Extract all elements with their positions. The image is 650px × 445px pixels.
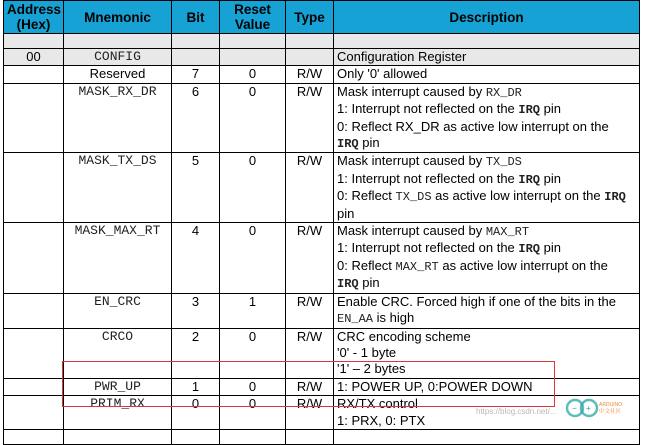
desc-text: 1: Interrupt not reflected on the bbox=[337, 240, 519, 256]
desc-code: IRQ bbox=[337, 137, 359, 152]
reset-cell: 0 bbox=[220, 328, 286, 378]
desc-text: 1: PRX, 0: PTX bbox=[337, 412, 426, 428]
desc-text: RX/TX control bbox=[337, 396, 418, 412]
desc-text: 0: Reflect bbox=[337, 188, 396, 204]
description-cell bbox=[334, 83, 640, 153]
description-cell: Only '0' allowed bbox=[334, 66, 640, 83]
reset-cell: 0 bbox=[220, 153, 286, 223]
mnemonic-cell: PWR_UP bbox=[64, 378, 172, 395]
bit-cell: 0 bbox=[172, 396, 220, 430]
desc-text: pin bbox=[358, 135, 380, 151]
desc-text: pin bbox=[540, 101, 561, 117]
reset-cell: 0 bbox=[220, 223, 286, 294]
desc-code: IRQ bbox=[518, 172, 540, 187]
bit-cell: 5 bbox=[172, 153, 220, 223]
desc-text: 0: Reflect RX_DR as active low interrupt on the bbox=[337, 118, 609, 134]
description-cell bbox=[334, 153, 640, 223]
reset-cell: 0 bbox=[220, 396, 286, 430]
desc-text: pin bbox=[358, 275, 380, 291]
table-row bbox=[4, 223, 640, 294]
desc-code: RX_DR bbox=[485, 85, 522, 100]
watermark bbox=[476, 397, 622, 425]
reset-cell: 0 bbox=[220, 66, 286, 83]
bit-cell: 3 bbox=[172, 293, 220, 328]
bit-cell: 6 bbox=[172, 83, 220, 153]
desc-text: '0' - 1 byte bbox=[337, 344, 397, 360]
table-row bbox=[4, 328, 640, 378]
bit-cell: 2 bbox=[172, 328, 220, 378]
mnemonic-cell: EN_CRC bbox=[64, 293, 172, 328]
desc-text: Enable CRC. Forced high if one of the bits in the bbox=[337, 293, 616, 309]
table-row bbox=[4, 83, 640, 153]
reset-cell: 0 bbox=[220, 83, 286, 153]
reset-cell: 1 bbox=[220, 293, 286, 328]
desc-text: as active low interrupt on the bbox=[438, 257, 608, 273]
desc-code: TX_DS bbox=[485, 155, 522, 170]
desc-text: as active low interrupt on the bbox=[431, 188, 605, 204]
svg-text:+: + bbox=[585, 404, 591, 413]
table-row bbox=[4, 66, 640, 83]
type-cell: R/W bbox=[286, 396, 334, 430]
header-mnemonic: Mnemonic bbox=[64, 1, 172, 34]
svg-text:ARDUINO: ARDUINO bbox=[598, 402, 622, 408]
description-cell bbox=[334, 223, 640, 294]
register-description: Configuration Register bbox=[334, 49, 640, 66]
desc-text: CRC encoding scheme bbox=[337, 328, 471, 344]
desc-text: '1' – 2 bytes bbox=[337, 361, 406, 377]
mnemonic-cell: MASK_TX_DS bbox=[64, 153, 172, 223]
desc-code: IRQ bbox=[604, 190, 626, 205]
register-address: 00 bbox=[4, 49, 64, 66]
description-cell: 1: POWER UP, 0:POWER DOWN bbox=[334, 378, 640, 395]
desc-text: Mask interrupt caused by bbox=[337, 153, 486, 169]
desc-code: TX_DS bbox=[395, 190, 432, 205]
svg-text:中文社区: 中文社区 bbox=[598, 409, 621, 415]
svg-text:−: − bbox=[571, 404, 577, 413]
type-cell: R/W bbox=[286, 83, 334, 153]
register-row bbox=[4, 49, 640, 66]
spacer-row bbox=[4, 34, 640, 49]
desc-text: Mask interrupt caused by bbox=[337, 223, 486, 239]
desc-text: 1: Interrupt not reflected on the bbox=[337, 101, 519, 117]
header-address: Address (Hex) bbox=[4, 1, 64, 34]
desc-code: MAX_RT bbox=[395, 259, 439, 274]
description-cell bbox=[334, 328, 640, 378]
type-cell: R/W bbox=[286, 378, 334, 395]
mnemonic-cell: PRIM_RX bbox=[64, 396, 172, 430]
mnemonic-cell: MASK_RX_DR bbox=[64, 83, 172, 153]
arduino-logo-icon bbox=[561, 397, 622, 425]
desc-text: 0: Reflect bbox=[337, 257, 396, 273]
header-type: Type bbox=[286, 1, 334, 34]
desc-text: pin bbox=[540, 170, 561, 186]
type-cell: R/W bbox=[286, 328, 334, 378]
header-bit: Bit bbox=[172, 1, 220, 34]
type-cell: R/W bbox=[286, 66, 334, 83]
table-row-pwr-up bbox=[4, 378, 640, 395]
desc-text: 1: Interrupt not reflected on the bbox=[337, 170, 519, 186]
desc-text: is high bbox=[373, 310, 415, 326]
mnemonic-cell: Reserved bbox=[64, 66, 172, 83]
mnemonic-cell: MASK_MAX_RT bbox=[64, 223, 172, 294]
description-cell bbox=[334, 293, 640, 328]
type-cell: R/W bbox=[286, 153, 334, 223]
spacer-row bbox=[4, 429, 640, 444]
desc-code: IRQ bbox=[518, 242, 540, 257]
header-description: Description bbox=[334, 1, 640, 34]
type-cell: R/W bbox=[286, 223, 334, 294]
bit-cell: 7 bbox=[172, 66, 220, 83]
table-row bbox=[4, 153, 640, 223]
desc-code: IRQ bbox=[518, 103, 540, 118]
desc-text: pin bbox=[337, 205, 355, 221]
reset-cell: 0 bbox=[220, 378, 286, 395]
header-row bbox=[4, 1, 640, 34]
desc-text: pin bbox=[540, 240, 561, 256]
desc-text: Mask interrupt caused by bbox=[337, 83, 486, 99]
register-table bbox=[3, 0, 640, 445]
register-mnemonic: CONFIG bbox=[64, 49, 172, 66]
mnemonic-cell: CRCO bbox=[64, 328, 172, 378]
bit-cell: 4 bbox=[172, 223, 220, 294]
table-row bbox=[4, 293, 640, 328]
watermark-url: https://blog.csdn.net/... bbox=[476, 406, 557, 416]
header-reset-value: Reset Value bbox=[220, 1, 286, 34]
bit-cell: 1 bbox=[172, 378, 220, 395]
type-cell: R/W bbox=[286, 293, 334, 328]
desc-code: EN_AA bbox=[337, 312, 374, 327]
desc-code: IRQ bbox=[337, 277, 359, 292]
desc-code: MAX_RT bbox=[485, 225, 530, 240]
